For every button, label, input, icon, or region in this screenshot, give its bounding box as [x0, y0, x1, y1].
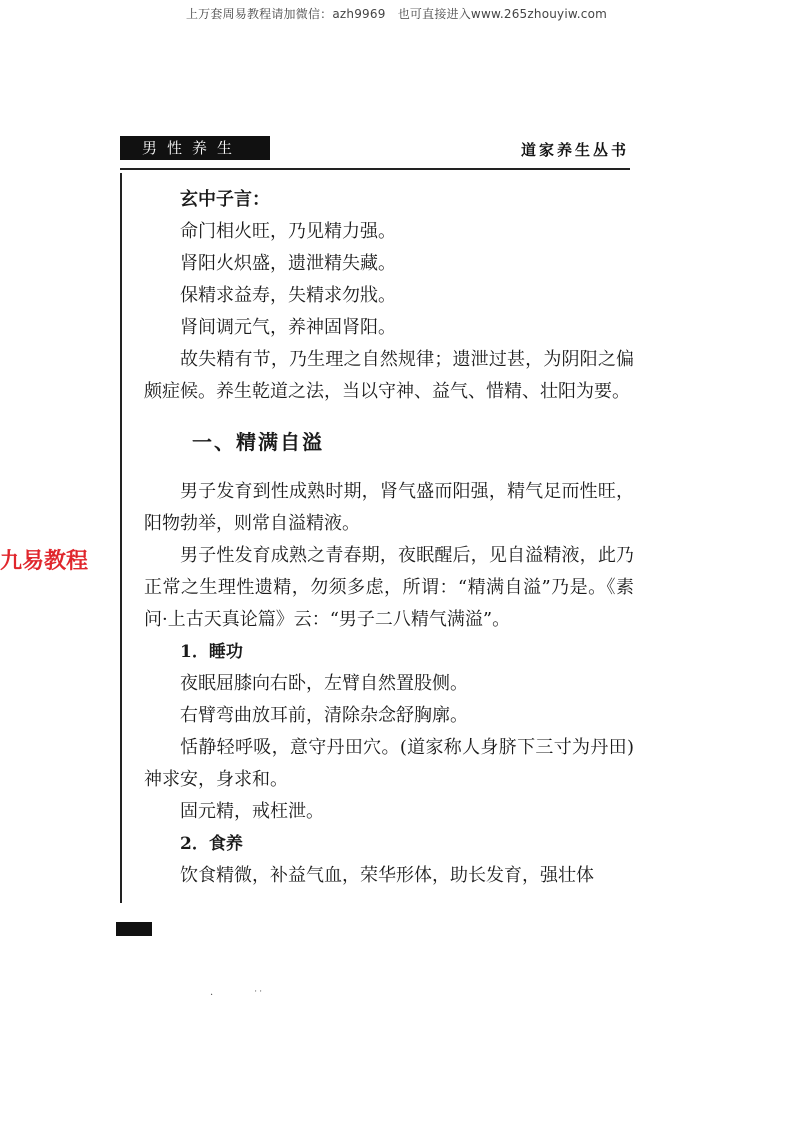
left-margin-rule	[120, 173, 122, 903]
book-title-badge: 男性养生	[120, 136, 270, 160]
body-paragraph: 男子性发育成熟之青春期，夜眠醒后，见自溢精液，此乃正常之生理性遗精，勿须多虑，所谓：“精满自溢”乃是。《素问·上古天真论篇》云：“男子二八精气满溢”。	[144, 545, 634, 630]
scan-specks: · ˙˙	[210, 990, 264, 1001]
section-heading: 一、精满自溢	[192, 430, 324, 454]
verse-line: 肾间调元气，养神固肾阳。	[180, 317, 396, 338]
body-paragraph: 男子发育到性成熟时期，肾气盛而阳强，精气足而性旺，阳物勃举，则常自溢精液。	[144, 481, 634, 534]
verse-line: 保精求益寿，失精求勿戕。	[180, 285, 396, 306]
watermark-stamp: 九易教程	[0, 549, 89, 574]
subheading-sleep: 1．睡功	[180, 642, 243, 662]
intro-paragraph: 故失精有节，乃生理之自然规律；遗泄过甚，为阴阳之偏颇症候。养生乾道之法，当以守神、益气、惜精、壮阳为要。	[144, 349, 634, 402]
method-line: 右臂弯曲放耳前，清除杂念舒胸廓。	[180, 705, 468, 726]
method-line: 固元精，戒枉泄。	[180, 801, 324, 822]
watermark-banner: 上万套周易教程请加微信：azh9969 也可直接进入www.265zhouyiw.com	[185, 7, 608, 21]
body-paragraph: 饮食精微，补益气血，荣华形体，助长发育，强壮体	[180, 865, 594, 886]
page-number-block	[116, 922, 152, 936]
verse-line: 命门相火旺，乃见精力强。	[180, 221, 396, 242]
series-title: 道家养生丛书	[520, 141, 629, 159]
method-line: 夜眠屈膝向右卧，左臂自然置股侧。	[180, 673, 468, 694]
verse-line: 肾阳火炽盛，遗泄精失藏。	[180, 253, 396, 274]
subheading-diet: 2．食养	[180, 834, 243, 854]
method-line: 恬静轻呼吸，意守丹田穴。(道家称人身脐下三寸为丹田)神求安，身求和。	[144, 737, 634, 790]
page-body	[144, 184, 634, 892]
quote-title: 玄中子言：	[180, 189, 270, 210]
header-divider	[120, 168, 630, 170]
